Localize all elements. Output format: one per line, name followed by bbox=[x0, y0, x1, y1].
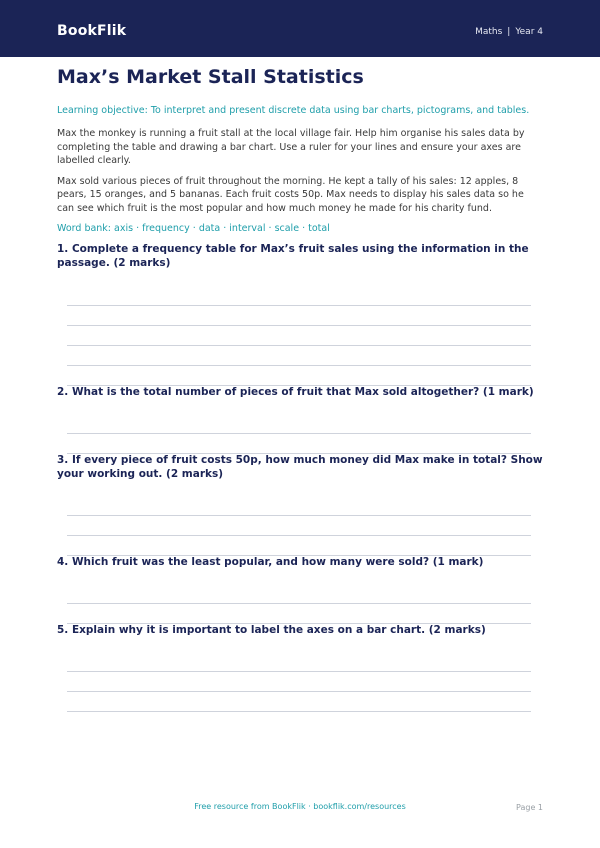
page-number: Page 1 bbox=[516, 803, 543, 812]
answer-line[interactable] bbox=[67, 433, 531, 434]
question-1: 1. Complete a frequency table for Max’s fruit sales using the information in the passage. (2 marks) bbox=[57, 243, 529, 269]
subject-meta bbox=[475, 27, 543, 37]
question-4: 4. Which fruit was the least popular, and how many were sold? (1 mark) bbox=[57, 556, 484, 568]
answer-line[interactable] bbox=[67, 305, 531, 306]
answer-line[interactable] bbox=[67, 691, 531, 692]
answer-line[interactable] bbox=[67, 535, 531, 536]
answer-line[interactable] bbox=[67, 671, 531, 672]
footer-text: Free resource from BookFlik · bookflik.com/resources bbox=[194, 802, 406, 811]
learning-objective: Learning objective: To interpret and present discrete data using bar charts, pictograms, and tables. bbox=[57, 105, 530, 116]
answer-line[interactable] bbox=[67, 325, 531, 326]
brand-logo: BookFlik bbox=[57, 23, 127, 39]
question-3: 3. If every piece of fruit costs 50p, how much money did Max make in total? Show your working out. (2 marks) bbox=[57, 454, 543, 480]
year-label: Year 4 bbox=[515, 27, 543, 37]
meta-separator: | bbox=[507, 27, 511, 37]
answer-line[interactable] bbox=[67, 365, 531, 366]
story-paragraph: Max sold various pieces of fruit throughout the morning. He kept a tally of his sales: 12 apples, 8 pears, 15 oranges, and 5 bananas. Each fruit costs 50p. Max needs to display his sales data so he can see which fruit is the most popular and how much money he made for his charity fund. bbox=[57, 175, 524, 214]
page-title: Max’s Market Stall Statistics bbox=[57, 66, 364, 88]
subject-label: Maths bbox=[475, 27, 503, 37]
question-2: 2. What is the total number of pieces of fruit that Max sold altogether? (1 mark) bbox=[57, 386, 534, 398]
header-bar bbox=[0, 0, 600, 57]
word-bank: Word bank: axis · frequency · data · interval · scale · total bbox=[57, 223, 330, 234]
question-5: 5. Explain why it is important to label the axes on a bar chart. (2 marks) bbox=[57, 624, 486, 636]
intro-paragraph: Max the monkey is running a fruit stall at the local village fair. Help him organise his sales data by completing the table and drawing a bar chart. Use a ruler for your lines and ensure your axes are labelled clearly. bbox=[57, 128, 525, 166]
answer-line[interactable] bbox=[67, 603, 531, 604]
answer-line[interactable] bbox=[67, 711, 531, 712]
answer-line[interactable] bbox=[67, 345, 531, 346]
answer-line[interactable] bbox=[67, 515, 531, 516]
worksheet-intro bbox=[57, 66, 543, 235]
